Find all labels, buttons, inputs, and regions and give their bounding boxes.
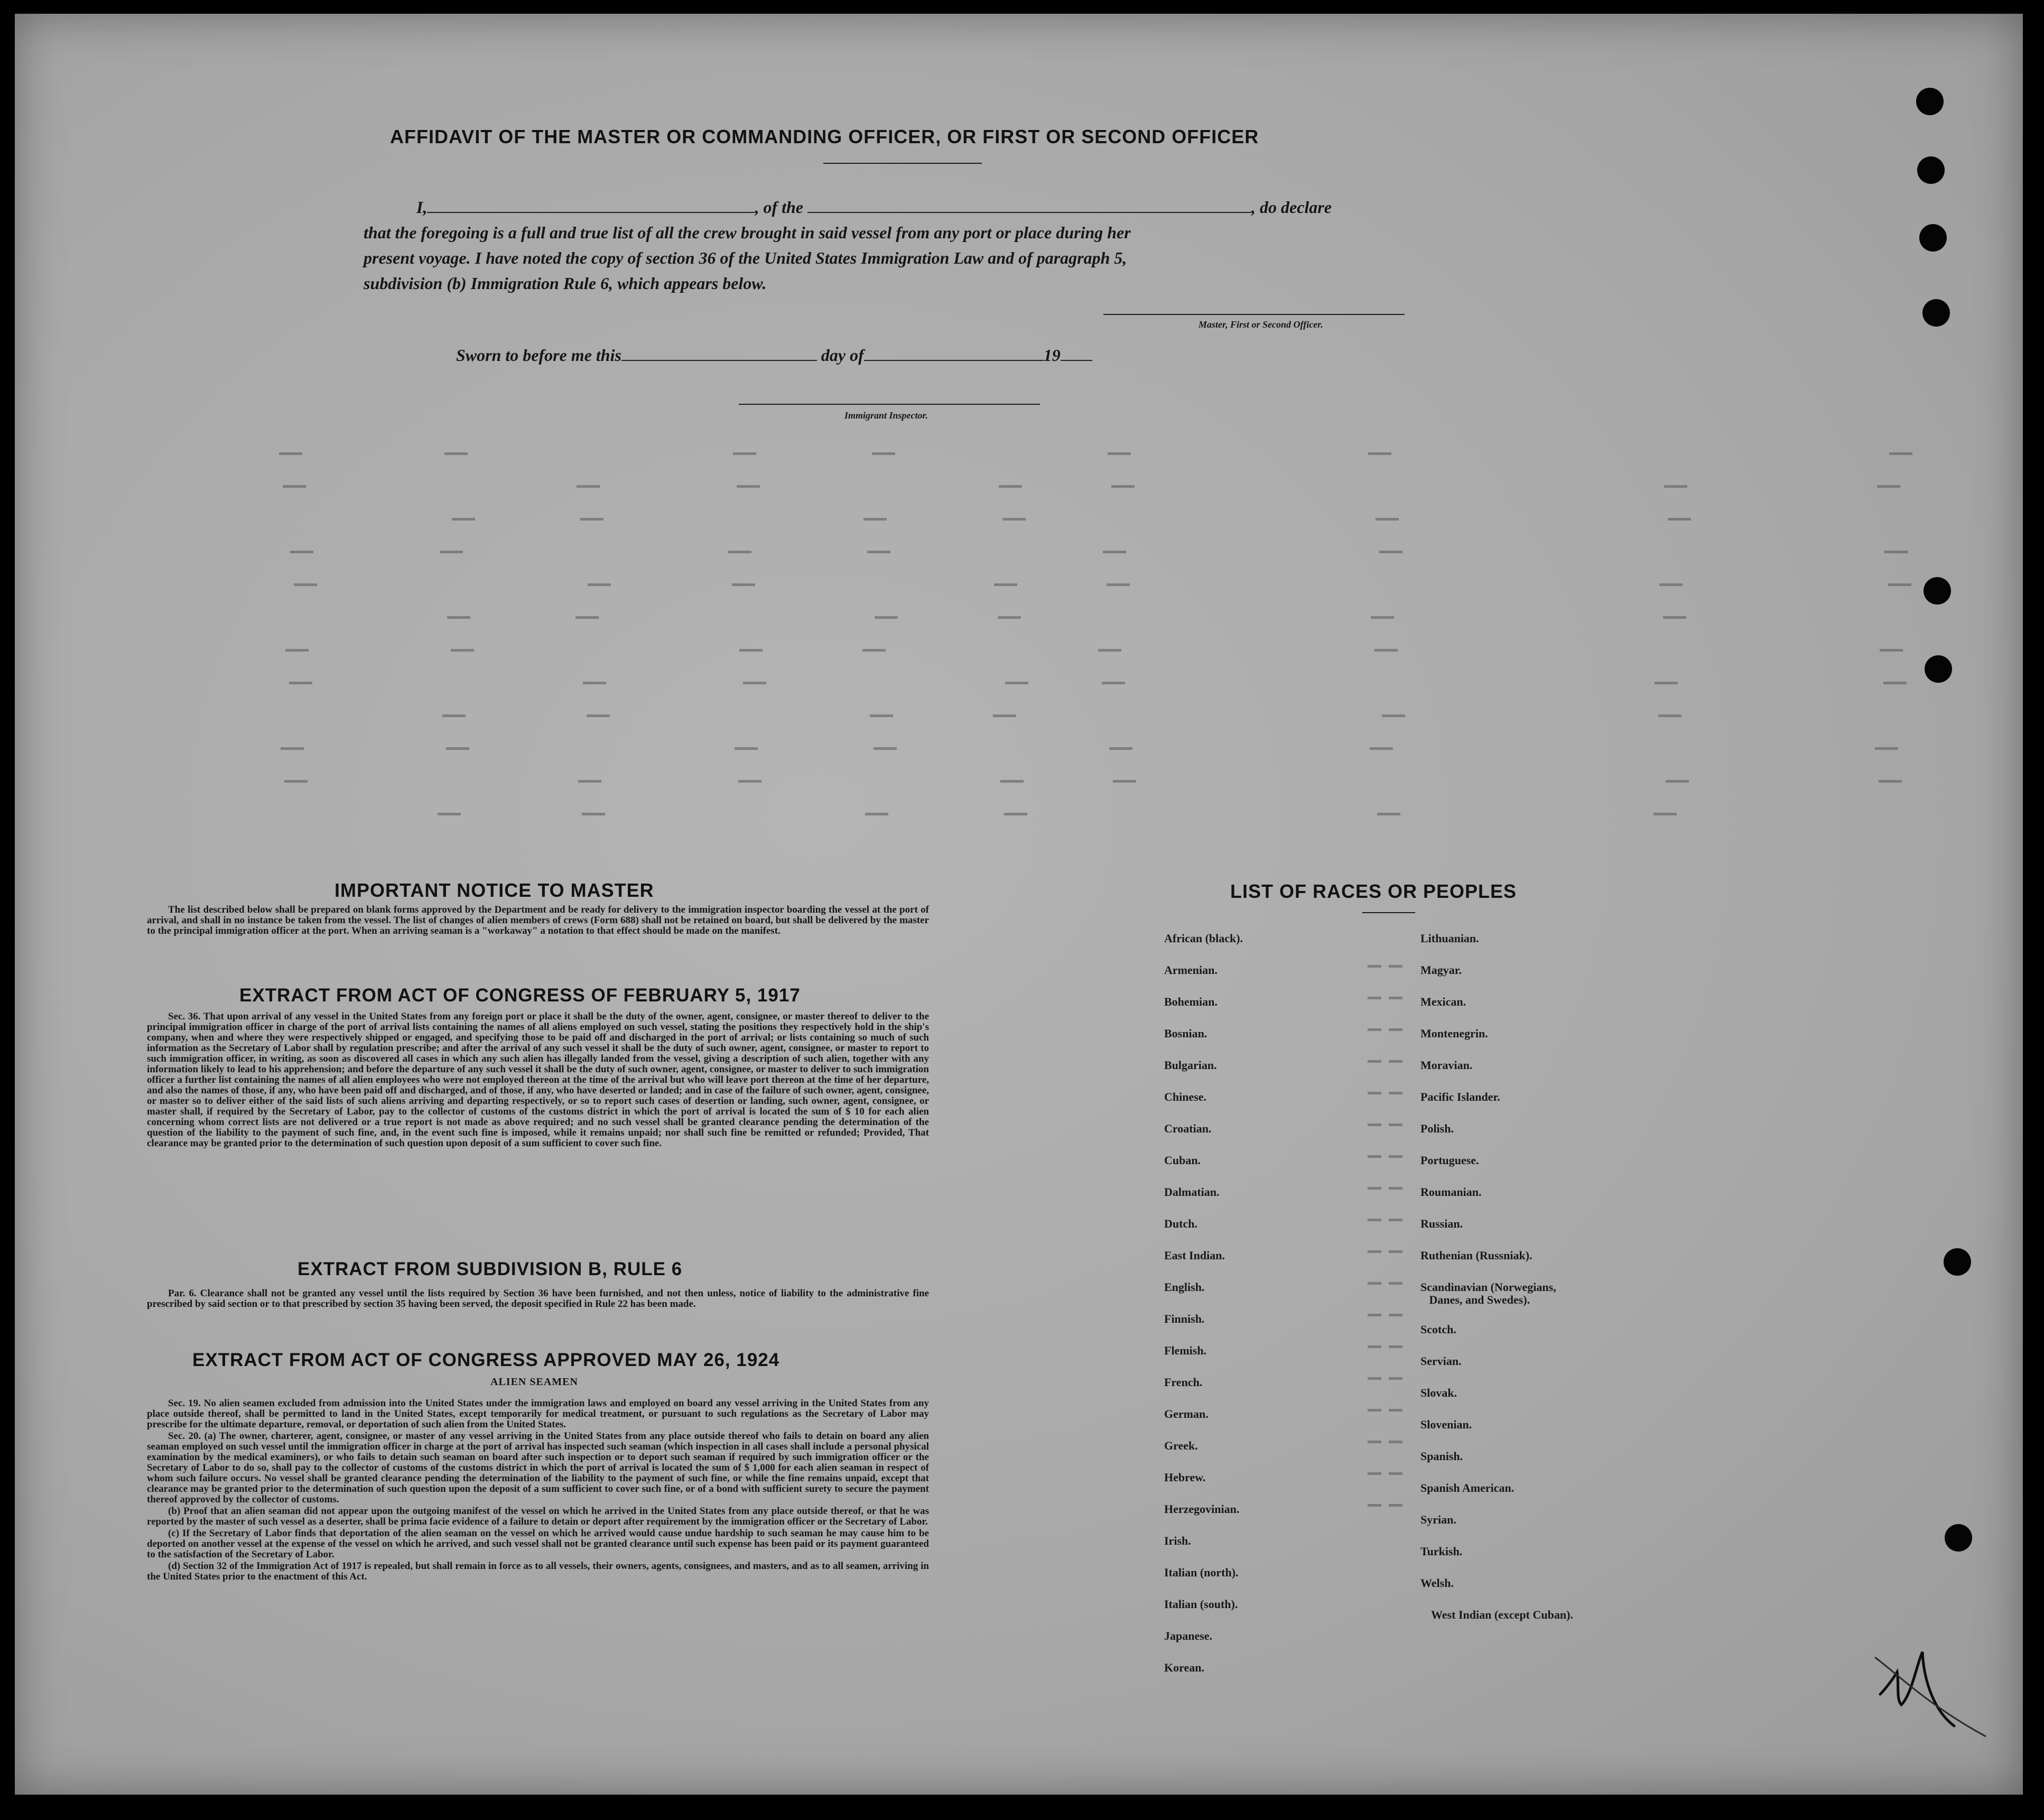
race-item: Chinese.	[1164, 1090, 1207, 1103]
bleed-through-mark	[438, 813, 461, 815]
bleed-through-mark	[1368, 1092, 1381, 1094]
bleed-through-mark	[1368, 1250, 1381, 1253]
race-item: Russian.	[1420, 1217, 1463, 1230]
master-name-field[interactable]	[427, 196, 755, 213]
affidavit-line-3: present voyage. I have noted the copy of section 36 of the United States Immigration Law and of paragraph 5,	[364, 248, 1127, 267]
bleed-through-mark	[737, 485, 760, 488]
bleed-through-mark	[1668, 518, 1691, 521]
bleed-through-mark	[1875, 747, 1898, 750]
extract-1924-title: EXTRACT FROM ACT OF CONGRESS APPROVED MAY 26, 1924	[192, 1350, 780, 1370]
bleed-through-mark	[1659, 583, 1683, 586]
affidavit-line-2: that the foregoing is a full and true list of all the crew brought in said vessel from any port or place during her	[364, 223, 1131, 242]
bleed-through-mark	[998, 616, 1021, 619]
extract-1924-body	[147, 1398, 929, 1583]
race-item: Italian (north).	[1164, 1566, 1239, 1579]
bleed-through-mark	[1368, 1472, 1381, 1475]
race-item: West Indian (except Cuban).	[1431, 1608, 1573, 1621]
punch-hole	[1916, 88, 1944, 115]
bleed-through-mark	[862, 649, 886, 652]
affidavit-title-underline	[823, 163, 982, 164]
race-item: Irish.	[1164, 1534, 1191, 1547]
bleed-through-mark	[1368, 1155, 1381, 1158]
race-item: Dutch.	[1164, 1217, 1197, 1230]
bleed-through-mark	[447, 616, 470, 619]
sworn-month-field[interactable]	[864, 344, 1044, 361]
sworn-year-field[interactable]	[1061, 344, 1092, 361]
bleed-through-mark	[1389, 1377, 1402, 1380]
affidavit-declare: , do declare	[1251, 198, 1332, 217]
bleed-through-mark	[1368, 1028, 1381, 1031]
bleed-through-mark	[1368, 1441, 1381, 1443]
bleed-through-mark	[290, 551, 313, 553]
bleed-through-mark	[874, 747, 897, 750]
affidavit-i: I,	[416, 198, 428, 217]
bleed-through-mark	[1389, 1345, 1402, 1348]
bleed-through-mark	[1113, 780, 1136, 783]
race-item: Bulgarian.	[1164, 1058, 1217, 1072]
bleed-through-mark	[1368, 1060, 1381, 1063]
bleed-through-mark	[582, 813, 605, 815]
bleed-through-mark	[1389, 1123, 1402, 1126]
affidavit-body	[364, 194, 1378, 296]
race-item: Bosnian.	[1164, 1027, 1207, 1040]
race-item: Welsh.	[1420, 1576, 1454, 1590]
bleed-through-mark	[1389, 1409, 1402, 1412]
bleed-through-mark	[735, 747, 758, 750]
bleed-through-mark	[1379, 551, 1402, 553]
bleed-through-mark	[1368, 1377, 1381, 1380]
punch-hole	[1924, 577, 1951, 605]
race-item: Montenegrin.	[1420, 1027, 1488, 1040]
bleed-through-mark	[733, 452, 756, 455]
officer-signature-caption: Master, First or Second Officer.	[1198, 319, 1323, 330]
bleed-through-mark	[279, 452, 302, 455]
punch-hole	[1919, 224, 1947, 252]
bleed-through-mark	[1655, 682, 1678, 684]
bleed-through-mark	[1389, 1282, 1402, 1285]
bleed-through-mark	[1653, 813, 1677, 815]
race-item: Hebrew.	[1164, 1471, 1206, 1484]
bleed-through-mark	[444, 452, 468, 455]
bleed-through-mark	[1377, 813, 1400, 815]
bleed-through-mark	[1389, 1441, 1402, 1443]
bleed-through-mark	[440, 551, 463, 553]
bleed-through-mark	[739, 649, 763, 652]
race-item: Moravian.	[1420, 1058, 1473, 1072]
sworn-year-prefix: 19	[1043, 346, 1061, 365]
affidavit-title: AFFIDAVIT OF THE MASTER OR COMMANDING OFFICER, OR FIRST OR SECOND OFFICER	[390, 126, 1259, 147]
bleed-through-mark	[1389, 1314, 1402, 1316]
notice-paragraph: The list described below shall be prepared on blank forms approved by the Department and be ready for delivery to the immigration inspector boarding the vessel at the port of arrival, and shall in no instance be taken from the vessel. The list of changes of alien members of crews (Form 688) shall not be retained on board, but shall be delivered by the master to the principal immigration officer at the port. When an arriving seaman is a "workaway" a notation to that effect should be made on the manifest.	[147, 904, 929, 936]
bleed-through-mark	[1111, 485, 1135, 488]
bleed-through-mark	[1368, 452, 1391, 455]
bleed-through-mark	[442, 714, 466, 717]
bleed-through-mark	[1098, 649, 1121, 652]
bleed-through-mark	[999, 485, 1022, 488]
race-item: Magyar.	[1420, 963, 1462, 977]
bleed-through-mark	[1000, 780, 1024, 783]
extract-1917-body	[147, 1011, 929, 1150]
extract-1924-paragraph: (d) Section 32 of the Immigration Act of 1917 is repealed, but shall remain in force as to all vessels, their owners, agents, consignees, and masters, and as to all seamen, arriving in the United States prior to the enactment of this Act.	[147, 1561, 929, 1582]
bleed-through-mark	[1370, 747, 1393, 750]
punch-hole	[1922, 299, 1950, 327]
bleed-through-mark	[1389, 1187, 1402, 1190]
manifest-sheet-verso	[15, 14, 2023, 1795]
bleed-through-mark	[1368, 1504, 1381, 1507]
race-item: Korean.	[1164, 1661, 1204, 1674]
bleed-through-mark	[452, 518, 475, 521]
bleed-through-mark	[1389, 1219, 1402, 1221]
bleed-through-mark	[583, 682, 606, 684]
inspector-signature-line[interactable]	[739, 404, 1040, 405]
bleed-through-mark	[1884, 551, 1908, 553]
race-item: English.	[1164, 1280, 1205, 1294]
bleed-through-mark	[1005, 682, 1028, 684]
race-item: Dalmatian.	[1164, 1185, 1220, 1199]
bleed-through-mark	[1382, 714, 1405, 717]
race-item: Slovak.	[1420, 1386, 1457, 1399]
race-item: Turkish.	[1420, 1545, 1463, 1558]
extract-rule6-title: EXTRACT FROM SUBDIVISION B, RULE 6	[298, 1259, 683, 1279]
bleed-through-mark	[294, 583, 317, 586]
bleed-through-mark	[1666, 780, 1689, 783]
race-item: Japanese.	[1164, 1629, 1213, 1642]
bleed-through-mark	[580, 518, 603, 521]
bleed-through-mark	[587, 714, 610, 717]
race-item: African (black).	[1164, 932, 1243, 945]
bleed-through-mark	[575, 616, 599, 619]
race-item: Slovenian.	[1420, 1418, 1472, 1431]
bleed-through-mark	[1004, 813, 1027, 815]
race-item: Pacific Islander.	[1420, 1090, 1500, 1103]
affidavit-line-4: subdivision (b) Immigration Rule 6, which appears below.	[364, 274, 767, 293]
punch-hole	[1917, 156, 1945, 184]
bleed-through-mark	[1368, 1409, 1381, 1412]
race-item: Bohemian.	[1164, 995, 1218, 1008]
bleed-through-mark	[1889, 452, 1912, 455]
bleed-through-mark	[1002, 518, 1026, 521]
bleed-through-mark	[1368, 1282, 1381, 1285]
bleed-through-mark	[870, 714, 893, 717]
extract-1924-paragraph: Sec. 20. (a) The owner, charterer, agent, consignee, or master of any vessel arriving in the United States from any place outside thereof who fails to detain on board any alien seaman employed on such vessel until the immigration officer in charge at the port of arrival has inspected such seaman (which inspection in all cases shall include a personal physical examination by the medical examiners), or who fails to detain such seaman on board after such inspection or to deport such seaman if required by such immigration officer or the Secretary of Labor to do so, shall pay to the collector of customs of the customs district in which the port of arrival is located the sum of $ 1,000 for each alien seaman in respect of whom such failure occurs. No vessel shall be granted clearance pending the determination of the liability to the payment of such fine, or while the fine remains unpaid, except that clearance may be granted prior to the determination of such question upon the deposit of a sum sufficient to cover such fine, or of a bond with sufficient surety to secure the payment thereof approved by the collector of customs.	[147, 1431, 929, 1505]
race-item: Finnish.	[1164, 1312, 1205, 1325]
bleed-through-mark	[588, 583, 611, 586]
bleed-through-mark	[1374, 649, 1398, 652]
race-item: Syrian.	[1420, 1513, 1456, 1526]
bleed-through-mark	[1368, 1314, 1381, 1316]
bleed-through-mark	[994, 583, 1017, 586]
bleed-through-mark	[863, 518, 887, 521]
race-item: Scotch.	[1420, 1323, 1456, 1336]
bleed-through-mark	[1376, 518, 1399, 521]
bleed-through-mark	[285, 649, 309, 652]
punch-hole	[1925, 655, 1952, 683]
officer-signature-line[interactable]	[1103, 314, 1405, 315]
race-item: French.	[1164, 1376, 1203, 1389]
bleed-through-mark	[1389, 997, 1402, 999]
bleed-through-mark	[446, 747, 469, 750]
bleed-through-mark	[1102, 682, 1125, 684]
bleed-through-mark	[1368, 1219, 1381, 1221]
extract-1924-paragraph: (b) Proof that an alien seaman did not appear upon the outgoing manifest of the vessel on which he arrived in the United States from any place outside thereof, or that he was reported by the master of such vessel as a deserter, shall be prima facie evidence of a failure to detain or deport after requirement by the immigration officer or the Secretary of Labor.	[147, 1506, 929, 1527]
bleed-through-mark	[281, 747, 304, 750]
bleed-through-mark	[451, 649, 474, 652]
race-item: Roumanian.	[1420, 1185, 1482, 1199]
bleed-through-mark	[1389, 1060, 1402, 1063]
extract-1917-paragraph: Sec. 36. That upon arrival of any vessel in the United States from any foreign port or place it shall be the duty of the owner, agent, consignee, or master thereof to deliver to the principal immigration officer in charge of the port of arrival lists containing the names of all aliens employed on such vessel, stating the positions they respectively hold in the ship's company, when and where they were respectively shipped or engaged, and specifying those to be paid off and discharged in the port of arrival; or lists containing so much of such information as the Secretary of Labor shall by regulation prescribe; and after the arrival of any such vessel it shall be the duty of such owner, agent, consignee, or master to report to such immigration officer, in writing, as soon as discovered all cases in which any such alien has illegally landed from the vessel, giving a description of such alien, together with any information likely to lead to his apprehension; and before the departure of any such vessel it shall be the duty of such owner, agent, consignee, or master to deliver to such immigration officer a further list containing the names of all alien employees who were not employed thereon at the time of the arrival but who will leave port thereon at the time of her departure, and also the names of those, if any, who have been paid off and discharged, and of those, if any, who have deserted or landed; and in case of the failure of such owner, agent, consignee, or master so to deliver either of the said lists of such aliens arriving and departing respectively, or so to report such cases of desertion or landing, such owner, agent, consignee, or master shall, if required by the Secretary of Labor, pay to the collector of customs of the customs district in which the port of arrival is located the sum of $ 10 for each alien concerning whom correct lists are not delivered or a true report is not made as above required; and no such vessel shall be granted clearance pending the determination of the question of the liability to the payment of such fine, and, in the event such fine is imposed, while it remains unpaid; nor shall such fine be remitted or refunded; Provided, That clearance may be granted prior to the determination of such question upon deposit of a sum sufficient to cover such fine.	[147, 1011, 929, 1149]
race-item: Portuguese.	[1420, 1154, 1479, 1167]
bleed-through-mark	[1389, 965, 1402, 968]
race-item: German.	[1164, 1407, 1209, 1420]
bleed-through-mark	[1888, 583, 1911, 586]
bleed-through-mark	[1103, 551, 1126, 553]
race-item: Spanish American.	[1420, 1481, 1515, 1494]
sworn-day-of: day of	[821, 346, 864, 365]
extract-rule6-paragraph: Par. 6. Clearance shall not be granted any vessel until the lists required by Section 36 have been furnished, and not then unless, notice of liability to the administrative fine prescribed by said section or to that prescribed by section 35 having been served, the deposit specified in Rule 22 has been made.	[147, 1288, 929, 1310]
inspector-caption: Immigrant Inspector.	[844, 410, 928, 421]
race-item: Ruthenian (Russniak).	[1420, 1249, 1532, 1262]
bleed-through-mark	[1877, 485, 1900, 488]
punch-hole	[1944, 1248, 1971, 1276]
races-title: LIST OF RACES OR PEOPLES	[1230, 880, 1517, 902]
bleed-through-mark	[738, 780, 761, 783]
bleed-through-mark	[1664, 485, 1687, 488]
bleed-through-mark	[743, 682, 766, 684]
vessel-name-field[interactable]	[807, 196, 1251, 213]
bleed-through-mark	[283, 485, 306, 488]
extract-1924-subtitle: ALIEN SEAMEN	[490, 1376, 578, 1388]
bleed-through-mark	[867, 551, 890, 553]
bleed-through-mark	[1658, 714, 1681, 717]
handwritten-check-mark	[1864, 1615, 2012, 1742]
race-item: Mexican.	[1420, 995, 1466, 1008]
sworn-day-field[interactable]	[621, 344, 817, 361]
bleed-through-mark	[1880, 649, 1903, 652]
race-item: Lithuanian.	[1420, 932, 1479, 945]
race-item: Armenian.	[1164, 963, 1218, 977]
race-item: Polish.	[1420, 1122, 1454, 1135]
race-item: Cuban.	[1164, 1154, 1201, 1167]
extract-rule6-body	[147, 1288, 929, 1311]
bleed-through-mark	[875, 616, 898, 619]
sworn-label: Sworn to before me this	[456, 346, 621, 365]
bleed-through-mark	[1109, 747, 1132, 750]
race-item: Herzegovinian.	[1164, 1502, 1240, 1516]
race-item: Servian.	[1420, 1354, 1462, 1368]
bleed-through-mark	[1371, 616, 1394, 619]
notice-title: IMPORTANT NOTICE TO MASTER	[335, 879, 654, 901]
bleed-through-mark	[1368, 997, 1381, 999]
sworn-line	[456, 342, 1206, 368]
bleed-through-mark	[1663, 616, 1686, 619]
race-item: Greek.	[1164, 1439, 1198, 1452]
bleed-through-mark	[1368, 1345, 1381, 1348]
bleed-through-mark	[578, 780, 601, 783]
bleed-through-mark	[732, 583, 755, 586]
race-item: Flemish.	[1164, 1344, 1207, 1357]
bleed-through-mark	[1389, 1250, 1402, 1253]
bleed-through-mark	[284, 780, 308, 783]
bleed-through-mark	[865, 813, 888, 815]
bleed-through-mark	[993, 714, 1016, 717]
extract-1924-paragraph: Sec. 19. No alien seamen excluded from admission into the United States under the immigration laws and employed on board any vessel arriving in the United States from any place outside thereof, shall be permitted to land in the United States, except temporarily for medical treatment, or pursuant to such regulations as the Secretary of Labor may prescribe for the ultimate departure, removal, or deportation of such alien from the United States.	[147, 1398, 929, 1430]
bleed-through-mark	[1108, 452, 1131, 455]
bleed-through-mark	[1883, 682, 1907, 684]
bleed-through-mark	[1368, 965, 1381, 968]
bleed-through-mark	[728, 551, 751, 553]
extract-1924-paragraph: (c) If the Secretary of Labor finds that deportation of the alien seaman on the vessel on which he arrived would cause undue hardship to such seaman he may cause him to be deported on another vessel at the expense of the vessel on which he arrived, and such vessel shall not be granted clearance until such expense has been paid or its payment guaranteed to the satisfaction of the Secretary of Labor.	[147, 1528, 929, 1560]
bleed-through-mark	[1107, 583, 1130, 586]
notice-body	[147, 905, 929, 937]
race-item: Scandinavian (Norwegians, Danes, and Swedes).	[1420, 1280, 1556, 1306]
extract-1917-title: EXTRACT FROM ACT OF CONGRESS OF FEBRUARY 5, 1917	[239, 985, 801, 1006]
race-item: Croatian.	[1164, 1122, 1212, 1135]
bleed-through-mark	[1368, 1187, 1381, 1190]
bleed-through-mark	[289, 682, 312, 684]
bleed-through-mark	[1368, 1123, 1381, 1126]
punch-hole	[1945, 1524, 1972, 1552]
affidavit-line-1	[364, 194, 1378, 220]
races-title-underline	[1362, 912, 1415, 913]
bleed-through-mark	[1389, 1472, 1402, 1475]
bleed-through-mark	[1389, 1028, 1402, 1031]
race-item: Spanish.	[1420, 1450, 1463, 1463]
affidavit-of-the: , of the	[755, 198, 803, 217]
race-item: East Indian.	[1164, 1249, 1225, 1262]
bleed-through-mark	[1389, 1504, 1402, 1507]
bleed-through-mark	[577, 485, 600, 488]
bleed-through-mark	[872, 452, 895, 455]
bleed-through-mark	[1879, 780, 1902, 783]
bleed-through-mark	[1389, 1155, 1402, 1158]
race-item: Italian (south).	[1164, 1598, 1238, 1611]
bleed-through-mark	[1389, 1092, 1402, 1094]
